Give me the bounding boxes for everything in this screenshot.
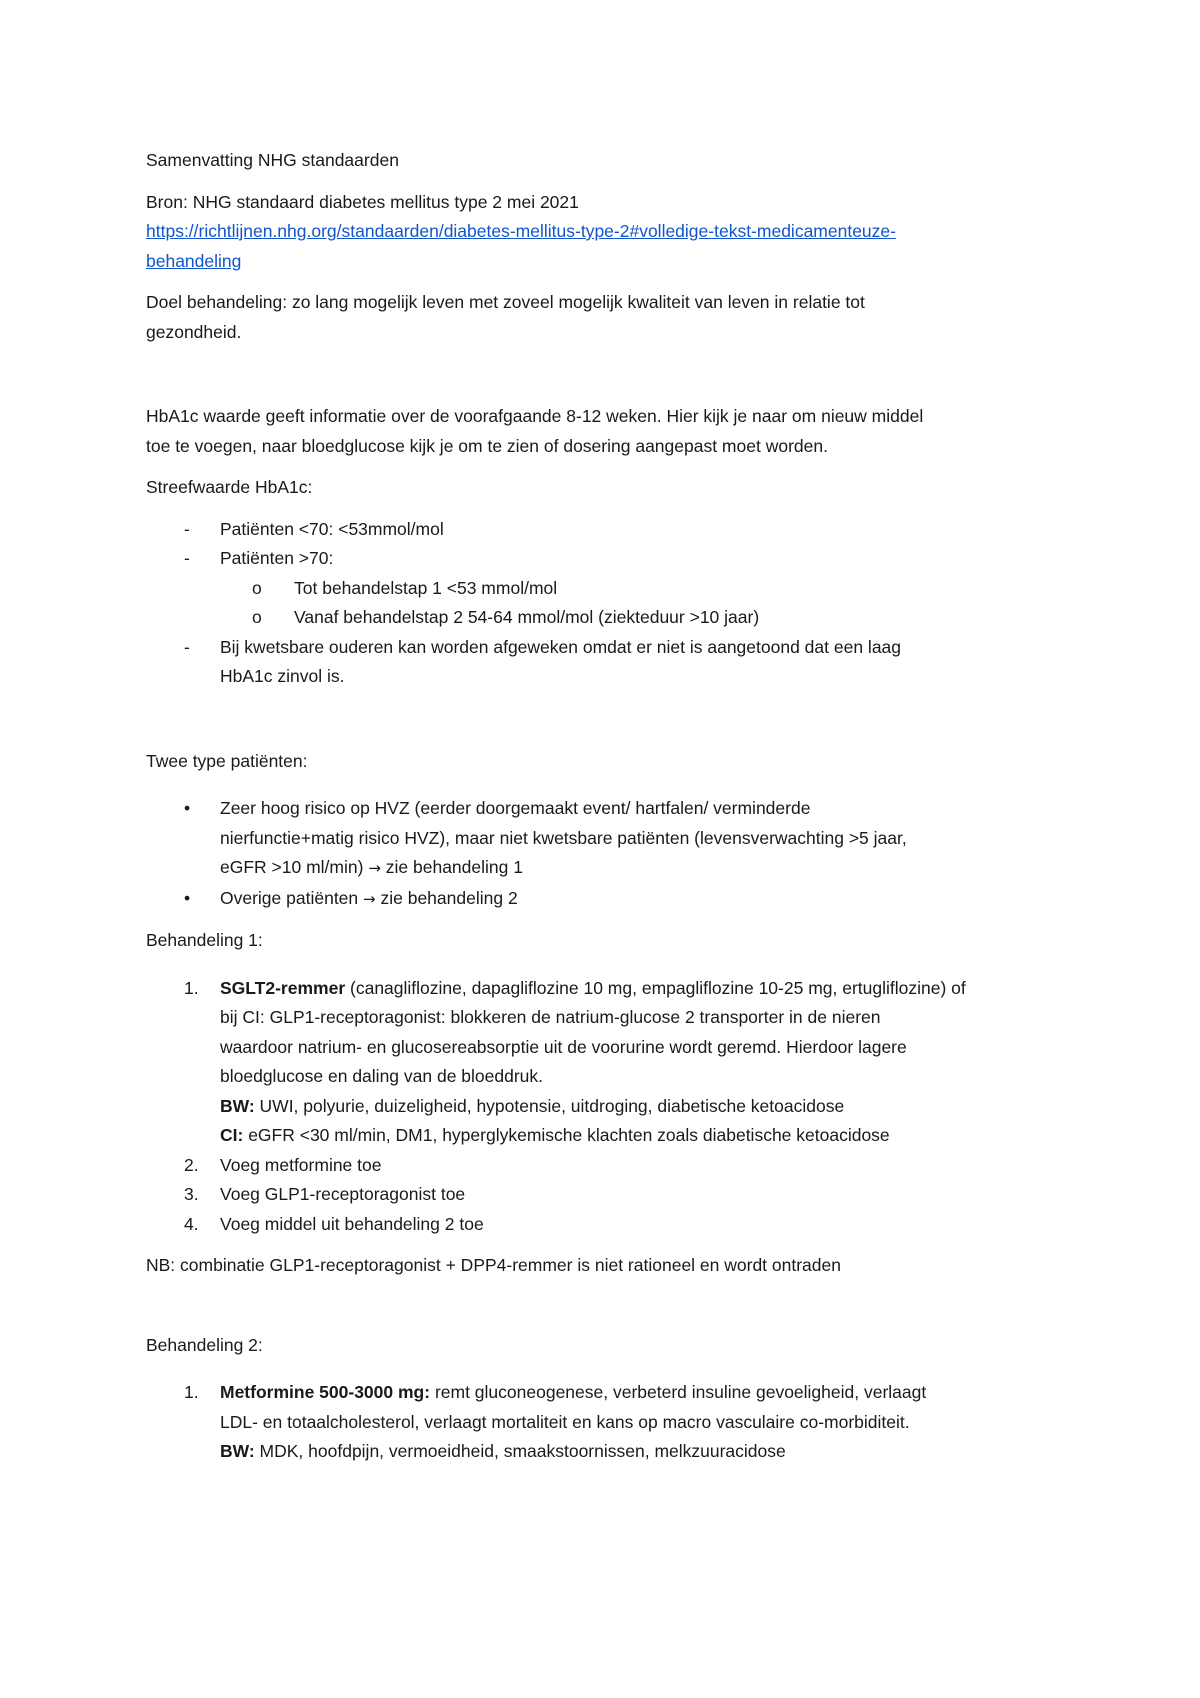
arrow-right-icon: → — [368, 859, 381, 877]
number-marker: 4. — [184, 1213, 199, 1234]
list-item-text-line1: Bij kwetsbare ouderen kan worden afgeweken omdat er niet is aangetoond dat een laag — [220, 636, 902, 657]
bullet-item — [146, 794, 1066, 884]
bw-label: BW: — [220, 1095, 255, 1116]
bullet-marker: • — [184, 887, 191, 908]
item-text: Voeg middel uit behandeling 2 toe — [220, 1213, 484, 1234]
drug-name: Metformine 500-3000 mg: — [220, 1382, 431, 1402]
sub-list-item — [146, 603, 1066, 633]
document-body — [146, 146, 1066, 1467]
hba1c-line1: HbA1c waarde geeft informatie over de voorafgaande 8-12 weken. Hier kijk je naar om nieuw middel — [146, 406, 924, 426]
bullet-text: Overige patiënten — [220, 887, 359, 908]
bullet-text-line1: Zeer hoog risico op HVZ (eerder doorgemaakt event/ hartfalen/ verminderde — [220, 798, 811, 818]
bullet-marker: • — [184, 798, 191, 818]
item-text-line1: remt gluconeogenese, verbeterd insuline gevoeligheid, verlaagt — [430, 1382, 927, 1402]
source-link[interactable]: https://richtlijnen.nhg.org/standaarden/diabetes-mellitus-type-2#volledige-tekst-medicamenteuze- — [146, 221, 896, 241]
ci-text: eGFR <30 ml/min, DM1, hyperglykemische klachten zoals diabetische ketoacidose — [243, 1125, 890, 1145]
number-marker: 1. — [184, 977, 199, 998]
item-text: Voeg GLP1-receptoragonist toe — [220, 1184, 466, 1204]
bullet-text-end: zie behandeling 2 — [380, 887, 518, 908]
number-marker: 1. — [184, 1382, 199, 1402]
number-marker: 3. — [184, 1184, 199, 1204]
bullet-text-line2: nierfunctie+matig risico HVZ), maar niet kwetsbare patiënten (levensverwachting >5 jaar, — [220, 827, 907, 848]
sub-list-item — [146, 574, 1066, 604]
numbered-item — [146, 1151, 1066, 1181]
item-text-line2: LDL- en totaalcholesterol, verlaagt mortaliteit en kans op macro vasculaire co-morbiditeit. — [220, 1411, 910, 1432]
source-link-line2[interactable] — [146, 247, 1066, 277]
patient-types-heading: Twee type patiënten: — [146, 750, 308, 771]
sub-list-item-text: Vanaf behandelstap 2 54-64 mmol/mol (ziekteduur >10 jaar) — [294, 607, 760, 627]
goal-line2: gezondheid. — [146, 321, 242, 342]
item-text-line1: (canagliflozine, dapagliflozine 10 mg, empagliflozine 10-25 mg, ertugliflozine) of — [345, 977, 966, 998]
source-label: Bron: NHG standaard diabetes mellitus type 2 mei 2021 — [146, 191, 579, 212]
dash-marker: - — [184, 636, 190, 657]
arrow-right-icon: → — [363, 889, 376, 908]
dash-marker: - — [184, 548, 190, 568]
drug-name: SGLT2-remmer — [220, 977, 346, 998]
bw-text: UWI, polyurie, duizeligheid, hypotensie, uitdroging, diabetische ketoacidose — [254, 1095, 845, 1116]
bullet-text-line3: eGFR >10 ml/min) — [220, 857, 364, 877]
bullet-item — [146, 884, 1066, 915]
list-item-text: Patiënten >70: — [220, 548, 334, 568]
numbered-item — [146, 1210, 1066, 1240]
target-heading: Streefwaarde HbA1c: — [146, 477, 313, 497]
list-item — [146, 633, 1066, 692]
list-item-text-line2: HbA1c zinvol is. — [220, 666, 345, 686]
numbered-item — [146, 1180, 1066, 1210]
goal-line1: Doel behandeling: zo lang mogelijk leven met zoveel mogelijk kwaliteit van leven in relatie tot — [146, 292, 865, 312]
bw-label: BW: — [220, 1441, 255, 1461]
ci-label: CI: — [220, 1125, 244, 1145]
item-text: Voeg metformine toe — [220, 1154, 382, 1175]
treatment2-heading: Behandeling 2: — [146, 1334, 263, 1355]
source-link-continued[interactable]: behandeling — [146, 250, 242, 271]
list-item — [146, 544, 1066, 574]
sub-list-item-text: Tot behandelstap 1 <53 mmol/mol — [294, 577, 558, 598]
bw-text: MDK, hoofdpijn, vermoeidheid, smaakstoornissen, melkzuuracidose — [254, 1441, 786, 1461]
circle-marker: o — [252, 577, 262, 598]
hba1c-line2: toe te voegen, naar bloedglucose kijk je om te zien of dosering aangepast moet worden. — [146, 435, 828, 456]
nb-note: NB: combinatie GLP1-receptoragonist + DPP4-remmer is niet rationeel en wordt ontraden — [146, 1255, 841, 1275]
item-text-line2: bij CI: GLP1-receptoragonist: blokkeren de natrium-glucose 2 transporter in de nieren — [220, 1007, 881, 1027]
document-title: Samenvatting NHG standaarden — [146, 150, 399, 170]
treatment1-heading: Behandeling 1: — [146, 930, 263, 950]
numbered-item — [146, 1378, 1066, 1467]
item-text-line3: waardoor natrium- en glucosereabsorptie uit de voorurine wordt geremd. Hierdoor lagere — [220, 1036, 907, 1057]
list-item — [146, 515, 1066, 545]
item-text-line4: bloedglucose en daling van de bloeddruk. — [220, 1066, 544, 1086]
list-item-text: Patiënten <70: <53mmol/mol — [220, 518, 444, 539]
number-marker: 2. — [184, 1154, 199, 1175]
numbered-item — [146, 974, 1066, 1151]
circle-marker: o — [252, 607, 262, 627]
dash-marker: - — [184, 518, 190, 539]
source-link-line1[interactable] — [146, 217, 1066, 247]
bullet-text-line3-end: zie behandeling 1 — [385, 857, 523, 877]
